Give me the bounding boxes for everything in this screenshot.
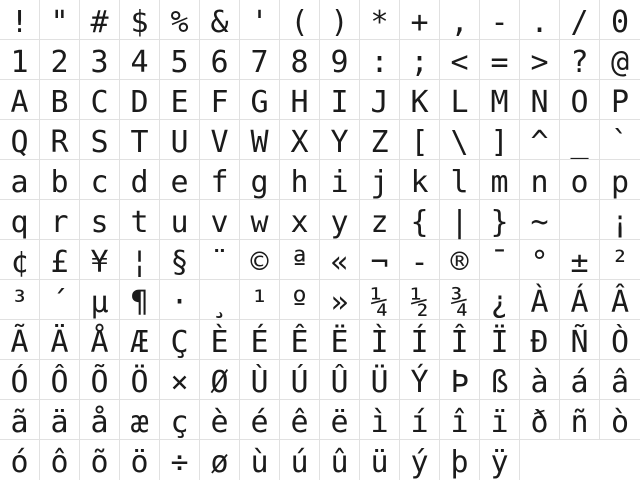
glyph-cell[interactable]: - [400,240,440,280]
glyph-cell[interactable]: 6 [200,40,240,80]
glyph-cell[interactable]: Ë [320,320,360,360]
glyph-cell[interactable]: $ [120,0,160,40]
glyph-cell[interactable]: Ø [200,360,240,400]
glyph-cell[interactable]: h [280,160,320,200]
glyph-cell[interactable]: c [80,160,120,200]
glyph-cell[interactable]: ¨ [200,240,240,280]
glyph-cell[interactable]: Û [320,360,360,400]
glyph-cell[interactable]: ä [40,400,80,440]
glyph-cell[interactable]: q [0,200,40,240]
glyph-cell[interactable]: B [40,80,80,120]
glyph-cell[interactable]: _ [560,120,600,160]
glyph-cell[interactable]: ¸ [200,280,240,320]
glyph-cell[interactable]: æ [120,400,160,440]
glyph-cell[interactable]: M [480,80,520,120]
glyph-cell[interactable]: X [280,120,320,160]
glyph-cell[interactable]: ; [400,40,440,80]
glyph-cell[interactable]: G [240,80,280,120]
empty-slot [520,440,560,480]
glyph-cell[interactable]: ð [520,400,560,440]
glyph-cell[interactable]: Ò [600,320,640,360]
glyph-cell[interactable]: 3 [80,40,120,80]
glyph-cell[interactable]: v [200,200,240,240]
glyph-cell[interactable]: p [600,160,640,200]
glyph-cell[interactable]: ¯ [480,240,520,280]
glyph-cell[interactable]: © [240,240,280,280]
glyph-cell[interactable]: S [80,120,120,160]
glyph-cell[interactable]: í [400,400,440,440]
glyph-cell[interactable]: Ö [120,360,160,400]
glyph-cell[interactable]: , [440,0,480,40]
glyph-cell[interactable]: ß [480,360,520,400]
glyph-cell[interactable]: + [400,0,440,40]
glyph-cell[interactable]: k [400,160,440,200]
glyph-cell[interactable]: Ñ [560,320,600,360]
glyph-cell[interactable]: * [360,0,400,40]
blank-glyph-cell [560,200,600,240]
glyph-cell[interactable]: ù [240,440,280,480]
glyph-cell[interactable]: Ê [280,320,320,360]
glyph-cell[interactable]: I [320,80,360,120]
glyph-cell[interactable]: " [40,0,80,40]
glyph-cell[interactable]: n [520,160,560,200]
glyph-cell[interactable]: f [200,160,240,200]
glyph-cell[interactable]: ¹ [240,280,280,320]
glyph-cell[interactable]: ¥ [80,240,120,280]
glyph-cell[interactable]: » [320,280,360,320]
glyph-cell[interactable]: ' [240,0,280,40]
glyph-cell[interactable]: ¢ [0,240,40,280]
glyph-cell[interactable]: E [160,80,200,120]
glyph-cell[interactable]: · [160,280,200,320]
glyph-cell[interactable]: 7 [240,40,280,80]
glyph-cell[interactable]: 0 [600,0,640,40]
glyph-cell[interactable]: Ã [0,320,40,360]
glyph-cell[interactable]: ú [280,440,320,480]
glyph-cell[interactable]: ö [120,440,160,480]
glyph-cell[interactable]: Ð [520,320,560,360]
glyph-cell[interactable]: Ú [280,360,320,400]
glyph-cell[interactable]: 8 [280,40,320,80]
glyph-cell[interactable]: \ [440,120,480,160]
glyph-cell[interactable]: ¾ [440,280,480,320]
glyph-cell[interactable]: g [240,160,280,200]
glyph-cell[interactable]: è [200,400,240,440]
glyph-cell[interactable]: î [440,400,480,440]
glyph-cell[interactable]: Ä [40,320,80,360]
glyph-cell[interactable]: ø [200,440,240,480]
glyph-cell[interactable]: F [200,80,240,120]
glyph-cell[interactable]: ^ [520,120,560,160]
glyph-cell[interactable]: ê [280,400,320,440]
glyph-cell[interactable]: Z [360,120,400,160]
glyph-cell[interactable]: ` [600,120,640,160]
glyph-cell[interactable]: ¼ [360,280,400,320]
glyph-cell[interactable]: y [320,200,360,240]
glyph-cell[interactable]: i [320,160,360,200]
glyph-cell[interactable]: r [40,200,80,240]
glyph-cell[interactable]: 9 [320,40,360,80]
glyph-cell[interactable]: u [160,200,200,240]
glyph-cell[interactable]: N [520,80,560,120]
glyph-cell[interactable]: P [600,80,640,120]
glyph-cell[interactable]: J [360,80,400,120]
glyph-cell[interactable]: < [440,40,480,80]
glyph-cell[interactable]: o [560,160,600,200]
glyph-cell[interactable]: j [360,160,400,200]
glyph-cell[interactable]: @ [600,40,640,80]
glyph-cell[interactable]: ü [360,440,400,480]
glyph-cell[interactable]: Ì [360,320,400,360]
glyph-cell[interactable]: º [280,280,320,320]
glyph-cell[interactable]: = [480,40,520,80]
glyph-cell[interactable]: > [520,40,560,80]
glyph-cell[interactable]: H [280,80,320,120]
glyph-cell[interactable]: ª [280,240,320,280]
glyph-cell[interactable]: É [240,320,280,360]
glyph-cell[interactable]: t [120,200,160,240]
glyph-cell[interactable]: ë [320,400,360,440]
glyph-cell[interactable]: Å [80,320,120,360]
glyph-cell[interactable]: ° [520,240,560,280]
glyph-cell[interactable]: õ [80,440,120,480]
glyph-cell[interactable]: Þ [440,360,480,400]
glyph-cell[interactable]: ï [480,400,520,440]
glyph-cell[interactable]: e [160,160,200,200]
glyph-cell[interactable]: ¶ [120,280,160,320]
glyph-cell[interactable]: V [200,120,240,160]
glyph-cell[interactable]: ~ [520,200,560,240]
glyph-cell[interactable]: l [440,160,480,200]
glyph-cell[interactable]: á [560,360,600,400]
glyph-cell[interactable]: ì [360,400,400,440]
glyph-cell[interactable]: 2 [40,40,80,80]
glyph-cell[interactable]: ? [560,40,600,80]
glyph-cell[interactable]: 4 [120,40,160,80]
glyph-cell[interactable]: ç [160,400,200,440]
glyph-cell[interactable]: Y [320,120,360,160]
glyph-cell[interactable]: ÷ [160,440,200,480]
glyph-cell[interactable]: R [40,120,80,160]
glyph-cell[interactable]: D [120,80,160,120]
glyph-cell[interactable]: à [520,360,560,400]
glyph-cell[interactable]: ½ [400,280,440,320]
glyph-cell[interactable]: 5 [160,40,200,80]
glyph-cell[interactable]: / [560,0,600,40]
glyph-cell[interactable]: ó [0,440,40,480]
glyph-cell[interactable]: Æ [120,320,160,360]
glyph-cell[interactable]: « [320,240,360,280]
glyph-cell[interactable]: ¡ [600,200,640,240]
glyph-cell[interactable]: ® [440,240,480,280]
glyph-cell[interactable]: U [160,120,200,160]
glyph-cell[interactable]: ] [480,120,520,160]
empty-slot [560,440,600,480]
glyph-cell[interactable]: Ü [360,360,400,400]
glyph-cell[interactable]: ý [400,440,440,480]
glyph-cell[interactable]: × [160,360,200,400]
glyph-cell[interactable]: : [360,40,400,80]
glyph-cell[interactable]: - [480,0,520,40]
glyph-cell[interactable]: m [480,160,520,200]
glyph-cell[interactable]: À [520,280,560,320]
empty-slot [600,440,640,480]
glyph-cell[interactable]: È [200,320,240,360]
glyph-cell[interactable]: â [600,360,640,400]
glyph-cell[interactable]: Ç [160,320,200,360]
glyph-cell[interactable]: . [520,0,560,40]
glyph-cell[interactable]: 1 [0,40,40,80]
glyph-cell[interactable]: ñ [560,400,600,440]
glyph-cell[interactable]: ò [600,400,640,440]
glyph-cell[interactable]: { [400,200,440,240]
glyph-cell[interactable]: Î [440,320,480,360]
glyph-cell[interactable]: % [160,0,200,40]
glyph-cell[interactable]: û [320,440,360,480]
glyph-cell[interactable]: Ô [40,360,80,400]
glyph-cell[interactable]: a [0,160,40,200]
glyph-cell[interactable]: } [480,200,520,240]
glyph-cell[interactable]: [ [400,120,440,160]
glyph-cell[interactable]: Q [0,120,40,160]
glyph-cell[interactable]: x [280,200,320,240]
glyph-cell[interactable]: ¬ [360,240,400,280]
glyph-cell[interactable]: | [440,200,480,240]
glyph-cell[interactable]: Ó [0,360,40,400]
glyph-cell[interactable]: z [360,200,400,240]
glyph-cell[interactable]: b [40,160,80,200]
glyph-cell[interactable]: L [440,80,480,120]
glyph-cell[interactable]: ± [560,240,600,280]
glyph-cell[interactable]: þ [440,440,480,480]
glyph-cell[interactable]: # [80,0,120,40]
glyph-cell[interactable]: ( [280,0,320,40]
glyph-cell[interactable]: ) [320,0,360,40]
glyph-cell[interactable]: Ý [400,360,440,400]
glyph-cell[interactable]: Ù [240,360,280,400]
glyph-cell[interactable]: & [200,0,240,40]
glyph-cell[interactable]: £ [40,240,80,280]
glyph-cell[interactable]: d [120,160,160,200]
glyph-cell[interactable]: s [80,200,120,240]
glyph-cell[interactable]: W [240,120,280,160]
glyph-cell[interactable]: w [240,200,280,240]
glyph-cell[interactable]: O [560,80,600,120]
glyph-cell[interactable]: ã [0,400,40,440]
glyph-cell[interactable]: ô [40,440,80,480]
glyph-cell[interactable]: § [160,240,200,280]
glyph-cell[interactable]: Õ [80,360,120,400]
glyph-cell[interactable]: Ï [480,320,520,360]
glyph-cell[interactable]: K [400,80,440,120]
glyph-cell[interactable]: ² [600,240,640,280]
glyph-cell[interactable]: Í [400,320,440,360]
glyph-cell[interactable]: ! [0,0,40,40]
glyph-cell[interactable]: ÿ [480,440,520,480]
glyph-cell[interactable]: Á [560,280,600,320]
glyph-cell[interactable]: ´ [40,280,80,320]
glyph-cell[interactable]: T [120,120,160,160]
glyph-cell[interactable]: ³ [0,280,40,320]
glyph-cell[interactable]: å [80,400,120,440]
glyph-cell[interactable]: µ [80,280,120,320]
glyph-cell[interactable]: ¿ [480,280,520,320]
glyph-cell[interactable]: ¦ [120,240,160,280]
glyph-cell[interactable]: Â [600,280,640,320]
glyph-cell[interactable]: A [0,80,40,120]
glyph-cell[interactable]: C [80,80,120,120]
glyph-cell[interactable]: é [240,400,280,440]
